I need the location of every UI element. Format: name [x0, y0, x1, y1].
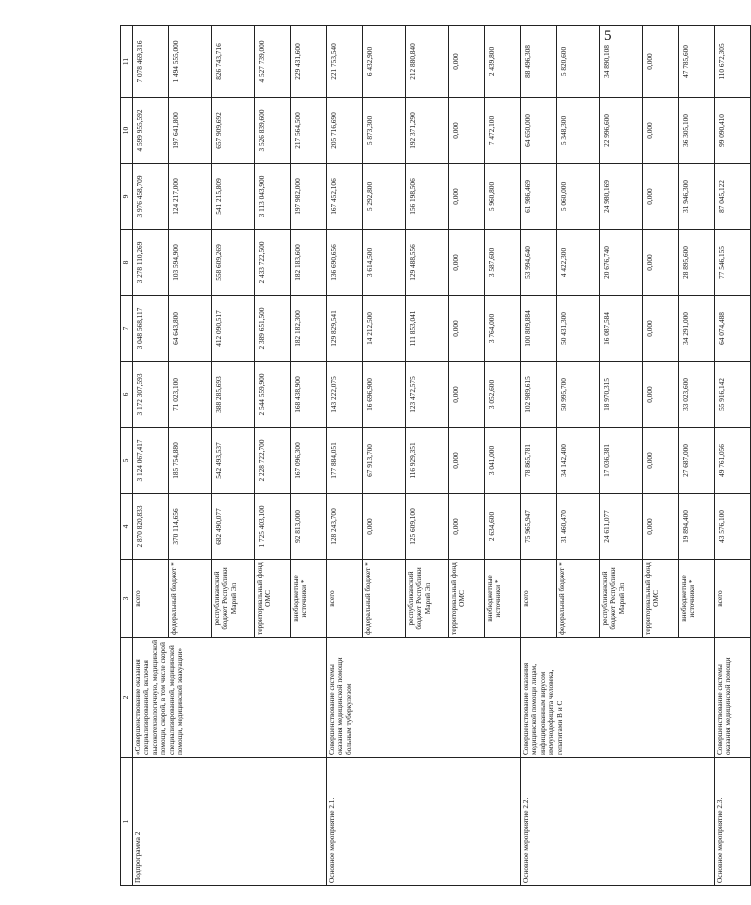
amount-cell: 2 634,600	[485, 494, 521, 560]
page-number: 5	[604, 28, 612, 44]
amount-cell: 102 989,615	[521, 362, 557, 428]
amount-cell: 0,000	[449, 362, 485, 428]
amount-cell: 0,000	[643, 362, 679, 428]
funding-source: всего	[521, 560, 557, 638]
amount-cell: 212 880,840	[406, 26, 449, 98]
amount-cell: 92 813,000	[291, 494, 327, 560]
column-header: 2	[121, 638, 133, 758]
amount-cell: 0,000	[643, 494, 679, 560]
amount-cell: 229 431,600	[291, 26, 327, 98]
amount-cell: 75 965,947	[521, 494, 557, 560]
column-number-row	[121, 26, 133, 886]
amount-cell: 5 873,300	[363, 98, 406, 164]
amount-cell: 3 976 458,709	[133, 164, 169, 230]
table-row	[521, 26, 557, 886]
amount-cell: 124 217,000	[169, 164, 212, 230]
column-header: 1	[121, 758, 133, 886]
amount-cell: 16 696,900	[363, 362, 406, 428]
funding-source: всего	[327, 560, 363, 638]
amount-cell: 27 687,000	[679, 428, 715, 494]
amount-cell: 34 291,000	[679, 296, 715, 362]
amount-cell: 192 371,290	[406, 98, 449, 164]
amount-cell: 43 576,100	[715, 494, 751, 560]
program-name: «Совершенствование оказания специализированной, включая высокотехнологичную, медицинской помощи, скорой, в том числе скорой специализированной, медицинской помощи, медицинской эвакуации»	[133, 638, 327, 758]
amount-cell: 388 285,693	[212, 362, 255, 428]
amount-cell: 78 865,781	[521, 428, 557, 494]
amount-cell: 6 432,900	[363, 26, 406, 98]
funding-source: территориальный фонд ОМС	[643, 560, 679, 638]
amount-cell: 111 853,041	[406, 296, 449, 362]
amount-cell: 125 609,100	[406, 494, 449, 560]
amount-cell: 657 909,692	[212, 98, 255, 164]
amount-cell: 129 488,556	[406, 230, 449, 296]
amount-cell: 0,000	[449, 164, 485, 230]
amount-cell: 3 278 110,269	[133, 230, 169, 296]
funding-source: внебюджетные источники *	[679, 560, 715, 638]
amount-cell: 2 544 559,900	[255, 362, 291, 428]
amount-cell: 682 490,077	[212, 494, 255, 560]
amount-cell: 24 980,169	[600, 164, 643, 230]
amount-cell: 3 764,000	[485, 296, 521, 362]
amount-cell: 47 785,600	[679, 26, 715, 98]
amount-cell: 128 243,700	[327, 494, 363, 560]
amount-cell: 542 493,537	[212, 428, 255, 494]
amount-cell: 19 894,400	[679, 494, 715, 560]
amount-cell: 3 124 067,417	[133, 428, 169, 494]
program-name: Совершенствование системы оказания медицинской помощи	[715, 638, 751, 758]
amount-cell: 61 986,469	[521, 164, 557, 230]
funding-source: республиканский бюджет Республики Марий Эл	[600, 560, 643, 638]
funding-source: внебюджетные источники *	[291, 560, 327, 638]
funding-source: федеральный бюджет *	[363, 560, 406, 638]
amount-cell: 88 496,308	[521, 26, 557, 98]
amount-cell: 558 609,269	[212, 230, 255, 296]
amount-cell: 182 182,300	[291, 296, 327, 362]
column-header: 10	[121, 98, 133, 164]
amount-cell: 0,000	[643, 230, 679, 296]
amount-cell: 2 433 722,500	[255, 230, 291, 296]
amount-cell: 4 422,300	[557, 230, 600, 296]
amount-cell: 0,000	[449, 428, 485, 494]
amount-cell: 205 716,690	[327, 98, 363, 164]
amount-cell: 22 996,600	[600, 98, 643, 164]
amount-cell: 0,000	[449, 494, 485, 560]
amount-cell: 34 890,108	[600, 26, 643, 98]
program-code: Основное мероприятие 2.1.	[327, 758, 521, 886]
amount-cell: 3 052,600	[485, 362, 521, 428]
program-name: Совершенствование системы оказания медицинской помощи больным туберкулезом	[327, 638, 521, 758]
amount-cell: 0,000	[449, 26, 485, 98]
amount-cell: 7 472,100	[485, 98, 521, 164]
program-code: Подпрограмма 2	[133, 758, 327, 886]
funding-source: территориальный фонд ОМС	[449, 560, 485, 638]
amount-cell: 826 743,716	[212, 26, 255, 98]
funding-source: федеральный бюджет *	[169, 560, 212, 638]
program-name: Совершенствование оказания медицинской помощи лицам, инфицированным вирусом иммунодефицита человека, гепатитами В и С	[521, 638, 715, 758]
amount-cell: 167 452,106	[327, 164, 363, 230]
amount-cell: 136 690,656	[327, 230, 363, 296]
amount-cell: 3 526 839,600	[255, 98, 291, 164]
amount-cell: 2 389 651,500	[255, 296, 291, 362]
funding-source: федеральный бюджет *	[557, 560, 600, 638]
column-header: 9	[121, 164, 133, 230]
amount-cell: 64 074,488	[715, 296, 751, 362]
amount-cell: 5 348,300	[557, 98, 600, 164]
rotated-table-container	[120, 26, 733, 886]
amount-cell: 2 870 820,833	[133, 494, 169, 560]
amount-cell: 7 078 469,316	[133, 26, 169, 98]
amount-cell: 167 096,300	[291, 428, 327, 494]
amount-cell: 49 761,056	[715, 428, 751, 494]
amount-cell: 50 431,300	[557, 296, 600, 362]
column-header: 3	[121, 560, 133, 638]
amount-cell: 0,000	[449, 230, 485, 296]
amount-cell: 177 884,051	[327, 428, 363, 494]
column-header: 8	[121, 230, 133, 296]
amount-cell: 100 809,884	[521, 296, 557, 362]
amount-cell: 221 753,540	[327, 26, 363, 98]
amount-cell: 370 114,656	[169, 494, 212, 560]
amount-cell: 33 023,600	[679, 362, 715, 428]
table-row	[327, 26, 363, 886]
amount-cell: 87 045,122	[715, 164, 751, 230]
amount-cell: 116 929,351	[406, 428, 449, 494]
program-code: Основное мероприятие 2.3.	[715, 758, 751, 886]
amount-cell: 5 292,800	[363, 164, 406, 230]
funding-source: всего	[715, 560, 751, 638]
amount-cell: 197 982,000	[291, 164, 327, 230]
amount-cell: 0,000	[643, 428, 679, 494]
financing-table	[120, 25, 751, 886]
amount-cell: 64 650,000	[521, 98, 557, 164]
amount-cell: 2 228 722,700	[255, 428, 291, 494]
amount-cell: 110 672,305	[715, 26, 751, 98]
program-code: Основное мероприятие 2.2.	[521, 758, 715, 886]
amount-cell: 129 829,541	[327, 296, 363, 362]
amount-cell: 103 594,900	[169, 230, 212, 296]
amount-cell: 14 212,500	[363, 296, 406, 362]
amount-cell: 18 970,315	[600, 362, 643, 428]
amount-cell: 3 113 043,900	[255, 164, 291, 230]
amount-cell: 123 472,575	[406, 362, 449, 428]
amount-cell: 28 895,600	[679, 230, 715, 296]
amount-cell: 34 142,400	[557, 428, 600, 494]
column-header: 7	[121, 296, 133, 362]
funding-source: всего	[133, 560, 169, 638]
amount-cell: 17 036,381	[600, 428, 643, 494]
amount-cell: 53 994,640	[521, 230, 557, 296]
amount-cell: 24 611,077	[600, 494, 643, 560]
amount-cell: 197 641,800	[169, 98, 212, 164]
amount-cell: 20 676,740	[600, 230, 643, 296]
amount-cell: 5 820,600	[557, 26, 600, 98]
amount-cell: 16 087,584	[600, 296, 643, 362]
column-header: 6	[121, 362, 133, 428]
amount-cell: 3 041,000	[485, 428, 521, 494]
amount-cell: 4 599 955,592	[133, 98, 169, 164]
column-header: 5	[121, 428, 133, 494]
amount-cell: 185 754,880	[169, 428, 212, 494]
column-header: 11	[121, 26, 133, 98]
amount-cell: 0,000	[449, 98, 485, 164]
funding-source: территориальный фонд ОМС	[255, 560, 291, 638]
amount-cell: 541 215,809	[212, 164, 255, 230]
amount-cell: 0,000	[449, 296, 485, 362]
amount-cell: 1 494 555,000	[169, 26, 212, 98]
amount-cell: 3 172 307,593	[133, 362, 169, 428]
amount-cell: 4 527 739,000	[255, 26, 291, 98]
amount-cell: 3 587,600	[485, 230, 521, 296]
amount-cell: 3 614,500	[363, 230, 406, 296]
amount-cell: 143 222,075	[327, 362, 363, 428]
amount-cell: 5 060,000	[557, 164, 600, 230]
amount-cell: 5 960,800	[485, 164, 521, 230]
amount-cell: 0,000	[363, 494, 406, 560]
table-row	[133, 26, 169, 886]
amount-cell: 50 995,700	[557, 362, 600, 428]
amount-cell: 0,000	[643, 26, 679, 98]
amount-cell: 0,000	[643, 296, 679, 362]
amount-cell: 156 198,506	[406, 164, 449, 230]
amount-cell: 36 305,100	[679, 98, 715, 164]
amount-cell: 55 916,142	[715, 362, 751, 428]
amount-cell: 31 946,300	[679, 164, 715, 230]
amount-cell: 182 183,600	[291, 230, 327, 296]
amount-cell: 64 643,800	[169, 296, 212, 362]
amount-cell: 31 460,470	[557, 494, 600, 560]
funding-source: внебюджетные источники *	[485, 560, 521, 638]
table-row	[715, 26, 751, 886]
amount-cell: 71 023,100	[169, 362, 212, 428]
amount-cell: 412 090,517	[212, 296, 255, 362]
amount-cell: 3 048 568,117	[133, 296, 169, 362]
amount-cell: 67 913,700	[363, 428, 406, 494]
amount-cell: 217 564,500	[291, 98, 327, 164]
column-header: 4	[121, 494, 133, 560]
amount-cell: 99 090,410	[715, 98, 751, 164]
funding-source: республиканский бюджет Республики Марий Эл	[212, 560, 255, 638]
funding-source: республиканский бюджет Республики Марий Эл	[406, 560, 449, 638]
amount-cell: 2 439,800	[485, 26, 521, 98]
amount-cell: 0,000	[643, 164, 679, 230]
amount-cell: 77 546,155	[715, 230, 751, 296]
amount-cell: 1 725 403,100	[255, 494, 291, 560]
amount-cell: 0,000	[643, 98, 679, 164]
amount-cell: 168 438,900	[291, 362, 327, 428]
